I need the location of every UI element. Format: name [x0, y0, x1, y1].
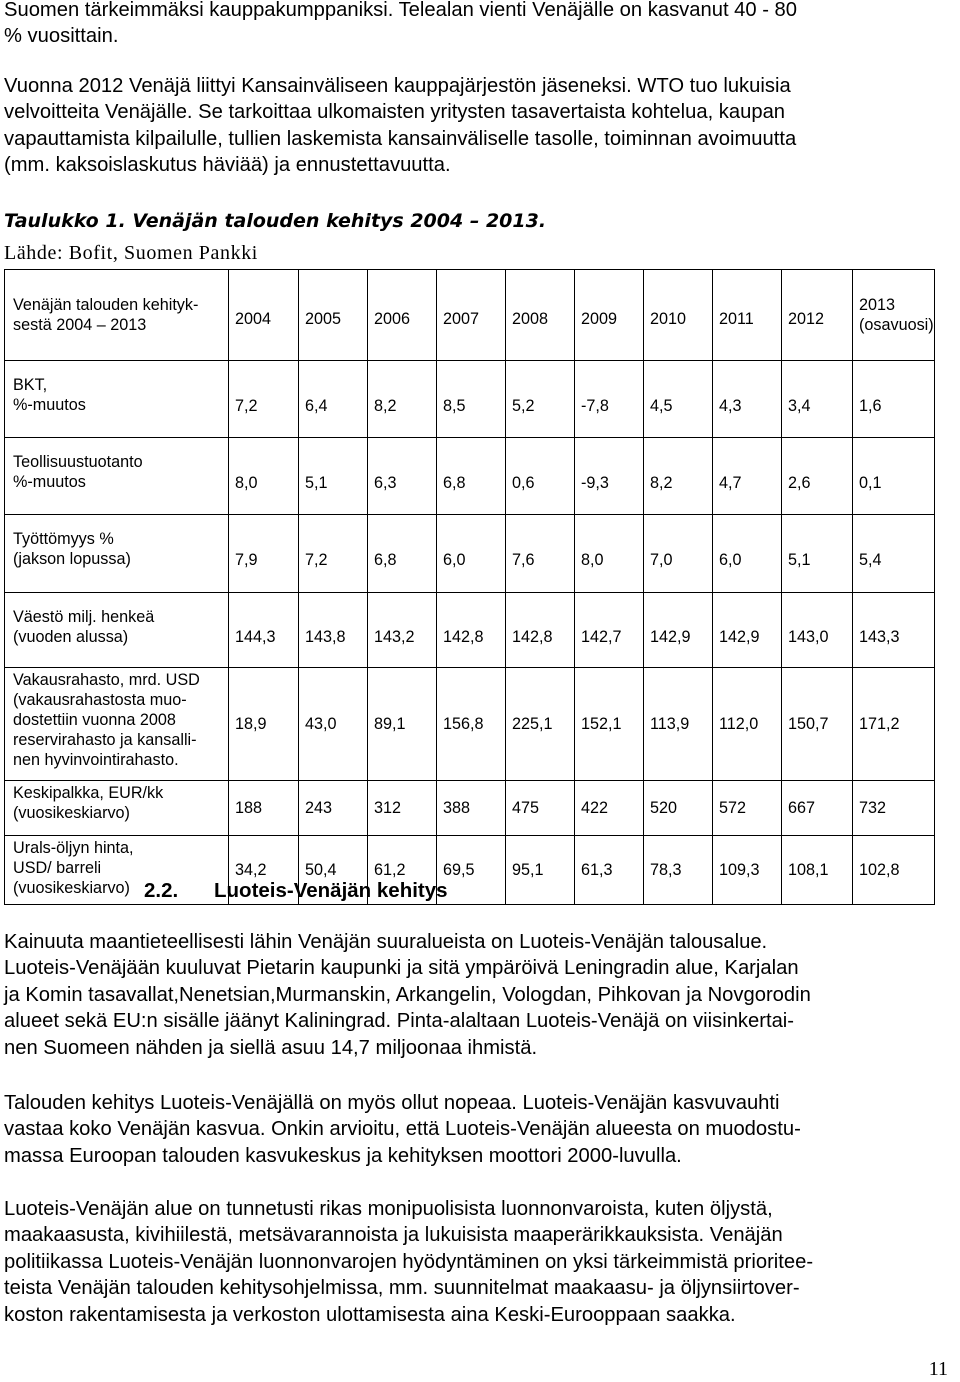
body-paragraph-3 [4, 1196, 954, 1328]
year-header: 2009 [575, 270, 644, 361]
value-cell: 422 [575, 781, 644, 836]
section-number: 2.2. [144, 879, 179, 902]
value-cell: 156,8 [437, 668, 506, 781]
value-cell: 6,0 [713, 515, 782, 593]
text-line: alueet sekä EU:n sisälle jäänyt Kaliningrad. Pinta-alaltaan Luoteis-Venäjä on viisinkertai- [4, 1010, 795, 1033]
row-label-cell [5, 668, 229, 781]
value-cell: 142,9 [713, 593, 782, 668]
body-paragraph-1 [4, 929, 954, 1061]
value-cell: 1,6 [853, 361, 935, 438]
row-label-line: reservirahasto ja kansalli- [13, 731, 197, 749]
table-source: Lähde: Bofit, Suomen Pankki [4, 242, 258, 264]
value-cell: 18,9 [229, 668, 299, 781]
value-cell: 7,0 [644, 515, 713, 593]
value-cell: 50,4 [299, 836, 368, 905]
row-label-line: %-muutos [13, 396, 86, 414]
row-label-line: Keskipalkka, EUR/kk [13, 784, 164, 802]
value-cell: 109,3 [713, 836, 782, 905]
value-cell: 4,3 [713, 361, 782, 438]
row-label-line: Vakausrahasto, mrd. USD [13, 671, 200, 689]
value-cell: 43,0 [299, 668, 368, 781]
value-cell: 34,2 [229, 836, 299, 905]
value-cell: -9,3 [575, 438, 644, 515]
value-cell: 112,0 [713, 668, 782, 781]
value-cell: -7,8 [575, 361, 644, 438]
value-cell: 0,6 [506, 438, 575, 515]
text-line: politiikassa Luoteis-Venäjän luonnonvarojen hyödyntäminen on yksi tärkeimmistä prioritee- [4, 1250, 814, 1273]
text-line: koston rakentamisesta ja verkoston ulottamisesta aina Keski-Eurooppaan saakka. [4, 1303, 736, 1326]
table-row [5, 593, 935, 668]
value-cell: 0,1 [853, 438, 935, 515]
row-label-line: dostettiin vuonna 2008 [13, 711, 176, 729]
value-cell: 8,2 [368, 361, 437, 438]
value-cell: 143,2 [368, 593, 437, 668]
value-cell: 520 [644, 781, 713, 836]
value-cell: 95,1 [506, 836, 575, 905]
table-header-row [5, 270, 935, 361]
row-label-line: (vuosikeskiarvo) [13, 879, 130, 897]
intro-paragraph-1 [4, 0, 954, 50]
intro-paragraph-2 [4, 73, 954, 179]
text-line: Kainuuta maantieteellisesti lähin Venäjän suuralueista on Luoteis-Venäjän talousalue. [4, 931, 768, 953]
text-line: (mm. kaksoislaskutus häviää) ja ennustettavuutta. [4, 154, 451, 177]
value-cell: 5,4 [853, 515, 935, 593]
section-title: Luoteis-Venäjän kehitys [214, 879, 448, 902]
year-header: 2008 [506, 270, 575, 361]
value-cell: 8,2 [644, 438, 713, 515]
value-cell: 8,0 [575, 515, 644, 593]
value-cell: 143,0 [782, 593, 853, 668]
row-label-line: nen hyvinvointirahasto. [13, 751, 179, 769]
value-cell: 108,1 [782, 836, 853, 905]
text-line: % vuosittain. [4, 25, 119, 48]
table-row [5, 668, 935, 781]
body-paragraph-2 [4, 1090, 954, 1169]
value-cell: 61,3 [575, 836, 644, 905]
table-row [5, 438, 935, 515]
value-cell: 475 [506, 781, 575, 836]
row-label-line: Työttömyys % [13, 530, 114, 548]
value-cell: 61,2 [368, 836, 437, 905]
header-label-cell [5, 270, 229, 361]
value-cell: 113,9 [644, 668, 713, 781]
text-line: Luoteis-Venäjän alue on tunnetusti rikas monipuolisista luonnonvaroista, kuten öljystä, [4, 1198, 773, 1220]
year-header: 2007 [437, 270, 506, 361]
row-label-line: (vuoden alussa) [13, 628, 129, 646]
row-label-line: BKT, [13, 376, 48, 394]
value-cell: 142,8 [437, 593, 506, 668]
value-cell: 78,3 [644, 836, 713, 905]
value-cell: 89,1 [368, 668, 437, 781]
year-header-last [853, 270, 935, 361]
year-header: 2006 [368, 270, 437, 361]
value-cell: 312 [368, 781, 437, 836]
year-header: 2011 [713, 270, 782, 361]
value-cell: 188 [229, 781, 299, 836]
row-label-cell [5, 515, 229, 593]
value-cell: 7,6 [506, 515, 575, 593]
value-cell: 732 [853, 781, 935, 836]
value-cell: 4,7 [713, 438, 782, 515]
value-cell: 3,4 [782, 361, 853, 438]
header-label-line: Venäjän talouden kehityk- [13, 296, 199, 314]
row-label-cell [5, 438, 229, 515]
value-cell: 5,2 [506, 361, 575, 438]
value-cell: 2,6 [782, 438, 853, 515]
value-cell: 144,3 [229, 593, 299, 668]
table-row [5, 781, 935, 836]
value-cell: 243 [299, 781, 368, 836]
row-label-cell [5, 781, 229, 836]
text-line: Luoteis-Venäjään kuuluvat Pietarin kaupunki ja sitä ympäröivä Leningradin alue, Karjalan [4, 957, 799, 980]
value-cell: 143,3 [853, 593, 935, 668]
value-cell: 142,9 [644, 593, 713, 668]
value-cell: 102,8 [853, 836, 935, 905]
text-line: vapauttamista kilpailulle, tullien laskemista kansainväliselle tasolle, toiminnan avoimuutta [4, 127, 797, 150]
value-cell: 7,2 [299, 515, 368, 593]
row-label-line: Teollisuustuotanto [13, 453, 143, 471]
table-row [5, 361, 935, 438]
text-line: Vuonna 2012 Venäjä liittyi Kansainväliseen kauppajärjestön jäseneksi. WTO tuo lukuisia [4, 75, 791, 97]
text-line: Talouden kehitys Luoteis-Venäjällä on myös ollut nopeaa. Luoteis-Venäjän kasvuvauhti [4, 1092, 780, 1114]
year-header: 2004 [229, 270, 299, 361]
text-line: velvoitteita Venäjälle. Se tarkoittaa ulkomaisten yritysten tasavertaista kohtelua, kaupan [4, 101, 786, 124]
value-cell: 142,8 [506, 593, 575, 668]
row-label-line: USD/ barreli [13, 859, 102, 877]
header-label-line: sestä 2004 – 2013 [13, 316, 147, 334]
table-row [5, 515, 935, 593]
year-header: 2005 [299, 270, 368, 361]
value-cell: 8,5 [437, 361, 506, 438]
row-label-line: Väestö milj. henkeä [13, 608, 155, 626]
value-cell: 667 [782, 781, 853, 836]
value-cell: 6,4 [299, 361, 368, 438]
text-line: teista Venäjän talouden kehitysohjelmissa, mm. suunnitelmat maakaasu- ja öljynsiirtover- [4, 1277, 800, 1300]
row-label-line: Urals-öljyn hinta, [13, 839, 134, 857]
year-header: 2010 [644, 270, 713, 361]
value-cell: 143,8 [299, 593, 368, 668]
value-cell: 225,1 [506, 668, 575, 781]
value-cell: 152,1 [575, 668, 644, 781]
year-header: 2012 [782, 270, 853, 361]
value-cell: 171,2 [853, 668, 935, 781]
text-line: Suomen tärkeimmäksi kauppakumppaniksi. Telealan vienti Venäjälle on kasvanut 40 - 80 [4, 0, 798, 21]
value-cell: 4,5 [644, 361, 713, 438]
year-header-line: (osavuosi) [859, 316, 934, 334]
row-label-cell [5, 593, 229, 668]
value-cell: 8,0 [229, 438, 299, 515]
value-cell: 7,2 [229, 361, 299, 438]
value-cell: 5,1 [299, 438, 368, 515]
row-label-line: %-muutos [13, 473, 86, 491]
text-line: nen Suomeen nähden ja siellä asuu 14,7 miljoonaa ihmistä. [4, 1036, 538, 1059]
text-line: vastaa koko Venäjän kasvua. Onkin arvioitu, että Luoteis-Venäjän alueesta on muodostu- [4, 1118, 801, 1141]
text-line: massa Euroopan talouden kasvukeskus ja kehityksen moottori 2000-luvulla. [4, 1144, 682, 1167]
value-cell: 6,0 [437, 515, 506, 593]
text-line: maakaasusta, kivihiilestä, metsävarannoista ja lukuisista maaperärikkauksista. Venäjän [4, 1224, 783, 1247]
value-cell: 6,8 [437, 438, 506, 515]
table-caption: Taulukko 1. Venäjän talouden kehitys 2004 – 2013. [4, 210, 547, 232]
year-header-line: 2013 [859, 296, 896, 314]
value-cell: 572 [713, 781, 782, 836]
value-cell: 388 [437, 781, 506, 836]
section-heading [144, 879, 448, 903]
value-cell: 6,3 [368, 438, 437, 515]
row-label-line: (jakson lopussa) [13, 550, 131, 568]
value-cell: 6,8 [368, 515, 437, 593]
value-cell: 69,5 [437, 836, 506, 905]
row-label-line: (vuosikeskiarvo) [13, 804, 130, 822]
value-cell: 142,7 [575, 593, 644, 668]
economy-table [4, 269, 935, 905]
row-label-cell [5, 361, 229, 438]
value-cell: 5,1 [782, 515, 853, 593]
page-number: 11 [928, 1358, 948, 1380]
value-cell: 7,9 [229, 515, 299, 593]
row-label-line: (vakausrahastosta muo- [13, 691, 187, 709]
value-cell: 150,7 [782, 668, 853, 781]
text-line: ja Komin tasavallat,Nenetsian,Murmanskin, Arkangelin, Vologdan, Pihkovan ja Novgorodin [4, 983, 811, 1006]
